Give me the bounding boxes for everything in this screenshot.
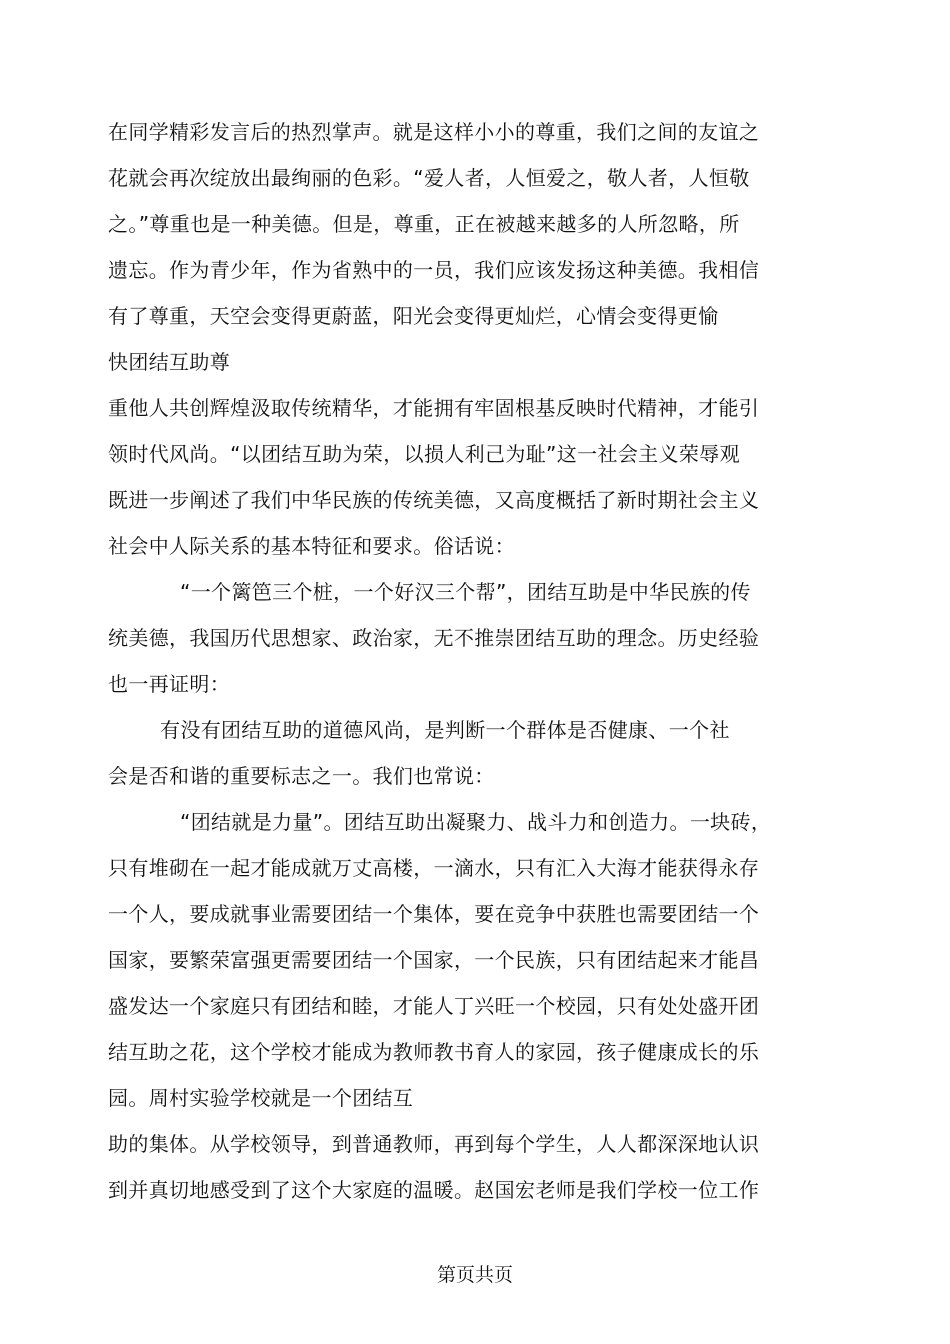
text-line: 社会中人际关系的基本特征和要求。俗话说： [108,534,515,558]
text-line: 既进一步阐述了我们中华民族的传统美德，又高度概括了新时期社会主义 [108,488,760,512]
text-line: 结互助之花，这个学校才能成为教师教书育人的家园，孩子健康成长的乐 [108,1040,760,1064]
text-line: 园。周村实验学校就是一个团结互 [108,1086,414,1110]
text-line: 有没有团结互助的道德风尚，是判断一个群体是否健康、一个社 [160,718,730,742]
text-line: 遗忘。作为青少年，作为省熟中的一员，我们应该发扬这种美德。我相信 [108,258,760,282]
text-line: 助的集体。从学校领导，到普通教师，再到每个学生，人人都深深地认识 [108,1132,760,1156]
text-line: 领时代风尚。“以团结互助为荣，以损人利己为耻”这一社会主义荣辱观 [108,442,740,466]
text-line: 一个人，要成就事业需要团结一个集体，要在竞争中获胜也需要团结一个 [108,902,760,926]
text-line: 统美德，我国历代思想家、政治家，无不推崇团结互助的理念。历史经验 [108,626,760,650]
text-line: “一个篱笆三个桩，一个好汉三个帮”，团结互助是中华民族的传 [180,580,751,604]
text-line: 到并真切地感受到了这个大家庭的温暖。赵国宏老师是我们学校一位工作 [108,1178,760,1202]
text-line: 国家，要繁荣富强更需要团结一个国家，一个民族，只有团结起来才能昌 [108,948,760,972]
text-line: 盛发达一个家庭只有团结和睦，才能人丁兴旺一个校园，只有处处盛开团 [108,994,760,1018]
text-line: “团结就是力量”。团结互助出凝聚力、战斗力和创造力。一块砖， [180,810,772,834]
page-footer: 第页共页 [436,1264,513,1286]
text-line: 之。”尊重也是一种美德。但是，尊重，正在被越来越多的人所忽略，所 [108,212,740,236]
text-line: 重他人共创辉煌汲取传统精华，才能拥有牢固根基反映时代精神，才能引 [108,396,760,420]
text-line: 只有堆砌在一起才能成就万丈高楼，一滴水，只有汇入大海才能获得永存 [108,856,760,880]
text-line: 有了尊重，天空会变得更蔚蓝，阳光会变得更灿烂，心情会变得更愉 [108,304,719,328]
text-line: 在同学精彩发言后的热烈掌声。就是这样小小的尊重，我们之间的友谊之 [108,120,760,144]
text-line: 快团结互助尊 [108,350,231,374]
text-line: 花就会再次绽放出最绚丽的色彩。“爱人者，人恒爱之，敬人者，人恒敬 [108,166,750,190]
text-line: 也一再证明： [108,672,231,696]
text-line: 会是否和谐的重要标志之一。我们也常说： [108,764,495,788]
